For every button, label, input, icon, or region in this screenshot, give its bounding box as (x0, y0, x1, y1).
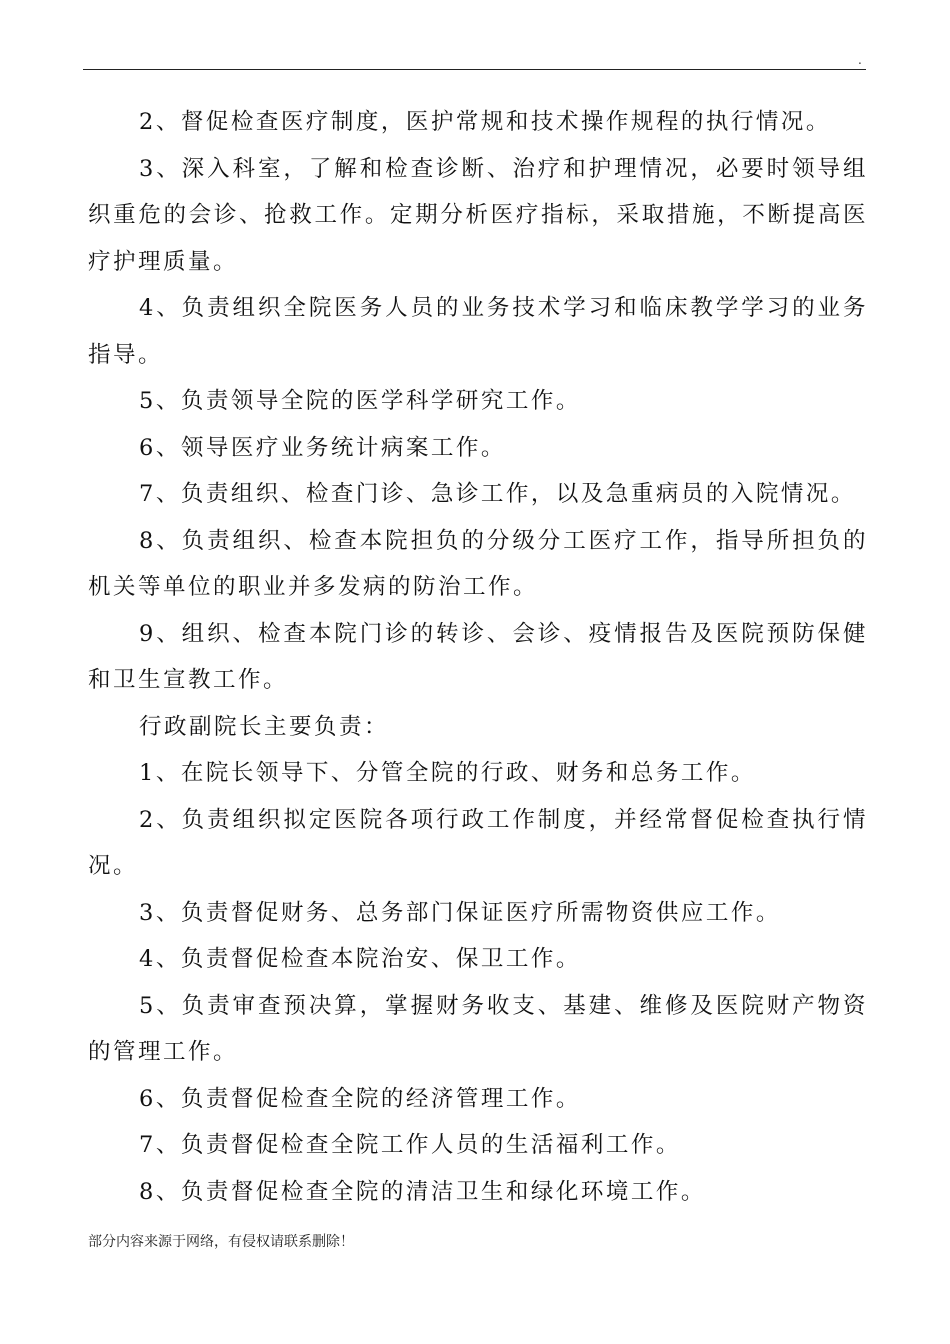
paragraph: 7、负责督促检查全院工作人员的生活福利工作。 (139, 1132, 681, 1158)
paragraph: 5、负责审查预决算，掌握财务收支、基建、维修及医院财产物资的管理工作。 (88, 992, 868, 1065)
paragraph: 9、组织、检查本院门诊的转诊、会诊、疫情报告及医院预防保健和卫生宣教工作。 (88, 620, 868, 693)
paragraph: 4、负责组织全院医务人员的业务技术学习和临床教学学习的业务指导。 (88, 295, 868, 368)
paragraph: 4、负责督促检查本院治安、保卫工作。 (139, 946, 581, 972)
footer-note: 部分内容来源于网络，有侵权请联系删除！ (88, 1234, 354, 1250)
paragraph: 8、负责督促检查全院的清洁卫生和绿化环境工作。 (139, 1178, 706, 1205)
paragraph: 2、督促检查医疗制度，医护常规和技术操作规程的执行情况。 (139, 109, 831, 135)
paragraph: 6、负责督促检查全院的经济管理工作。 (139, 1085, 581, 1112)
header-rule (83, 69, 866, 70)
paragraph: 8、负责组织、检查本院担负的分级分工医疗工作，指导所担负的机关等单位的职业并多发病的防治工作。 (88, 527, 868, 600)
paragraph: 7、负责组织、检查门诊、急诊工作，以及急重病员的入院情况。 (139, 481, 856, 507)
paragraph: 2、负责组织拟定医院各项行政工作制度，并经常督促检查执行情况。 (88, 806, 868, 879)
paragraph: 5、负责领导全院的医学科学研究工作。 (139, 388, 581, 414)
paragraph: 3、负责督促财务、总务部门保证医疗所需物资供应工作。 (139, 899, 781, 926)
header-mark: . (858, 53, 862, 67)
paragraph: 6、领导医疗业务统计病案工作。 (139, 434, 506, 461)
paragraph: 3、深入科室，了解和检查诊断、治疗和护理情况，必要时领导组织重危的会诊、抢救工作。定期分析医疗指标，采取措施，不断提高医疗护理质量。 (88, 155, 868, 275)
document-body (88, 99, 868, 1215)
paragraph: 1、在院长领导下、分管全院的行政、财务和总务工作。 (139, 760, 756, 786)
section-heading: 行政副院长主要负责： (139, 713, 390, 740)
